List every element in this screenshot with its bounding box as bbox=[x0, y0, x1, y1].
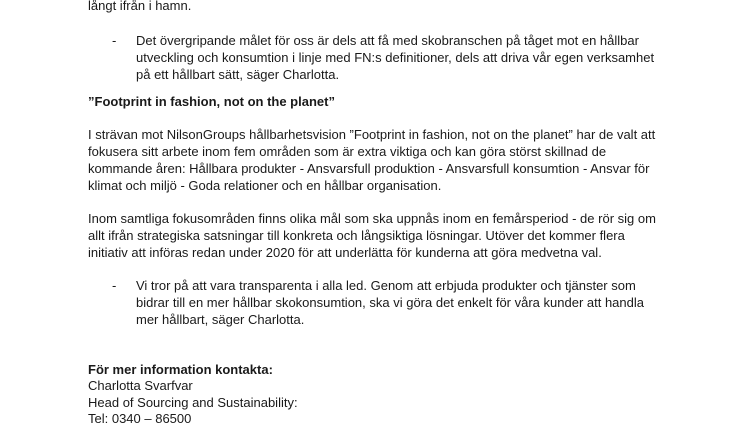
quote-2-line-1: Vi tror på att vara transparenta i alla led. Genom att erbjuda produkter och tjänster som bbox=[136, 278, 636, 293]
quote-1-line-3: på ett hållbart sätt, säger Charlotta. bbox=[136, 67, 340, 82]
quote-2-dash: - bbox=[112, 278, 117, 293]
paragraph-1-line-2: fokusera sitt arbete inom fem områden som är extra viktiga och kan göra störst skillnad de bbox=[88, 144, 607, 159]
paragraph-1-line-1: I strävan mot NilsonGroups hållbarhetsvision ”Footprint in fashion, not on the planet” har de valt att bbox=[88, 127, 656, 142]
paragraph-2-line-1: Inom samtliga fokusområden finns olika mål som ska uppnås inom en femårsperiod - de rör sig om bbox=[88, 211, 656, 226]
quote-2-line-2: bidrar till en mer hållbar skokonsumtion, ska vi göra det enkelt för våra kunder att handla bbox=[136, 295, 644, 310]
contact-name: Charlotta Svarfvar bbox=[88, 378, 193, 393]
section-heading: ”Footprint in fashion, not on the planet” bbox=[88, 94, 335, 109]
paragraph-2-line-2: allt ifrån strategiska satsningar till konkreta och långsiktiga lösningar. Utöver det kommer flera bbox=[88, 228, 625, 243]
contact-title: Head of Sourcing and Sustainability: bbox=[88, 395, 298, 410]
intro-tail-text: långt ifrån i hamn. bbox=[88, 0, 192, 13]
paragraph-2-line-3: initiativ att införas redan under 2020 för att underlätta för kunderna att göra medvetna val. bbox=[88, 245, 602, 260]
paragraph-1-line-3: kommande åren: Hållbara produkter - Ansvarsfull produktion - Ansvarsfull konsumtion - Ansvar för bbox=[88, 161, 650, 176]
contact-phone: Tel: 0340 – 86500 bbox=[88, 411, 192, 426]
paragraph-1-line-4: klimat och miljö - Goda relationer och en hållbar organisation. bbox=[88, 178, 442, 193]
quote-1-line-2: utveckling och konsumtion i linje med FN:s definitioner, dels att driva vår egen verksamhet bbox=[136, 50, 655, 65]
quote-1-line-1: Det övergripande målet för oss är dels att få med skobranschen på tåget mot en hållbar bbox=[136, 33, 639, 48]
contact-heading: För mer information kontakta: bbox=[88, 362, 273, 377]
quote-2-line-3: mer hållbart, säger Charlotta. bbox=[136, 312, 305, 327]
quote-1-dash: - bbox=[112, 33, 117, 48]
